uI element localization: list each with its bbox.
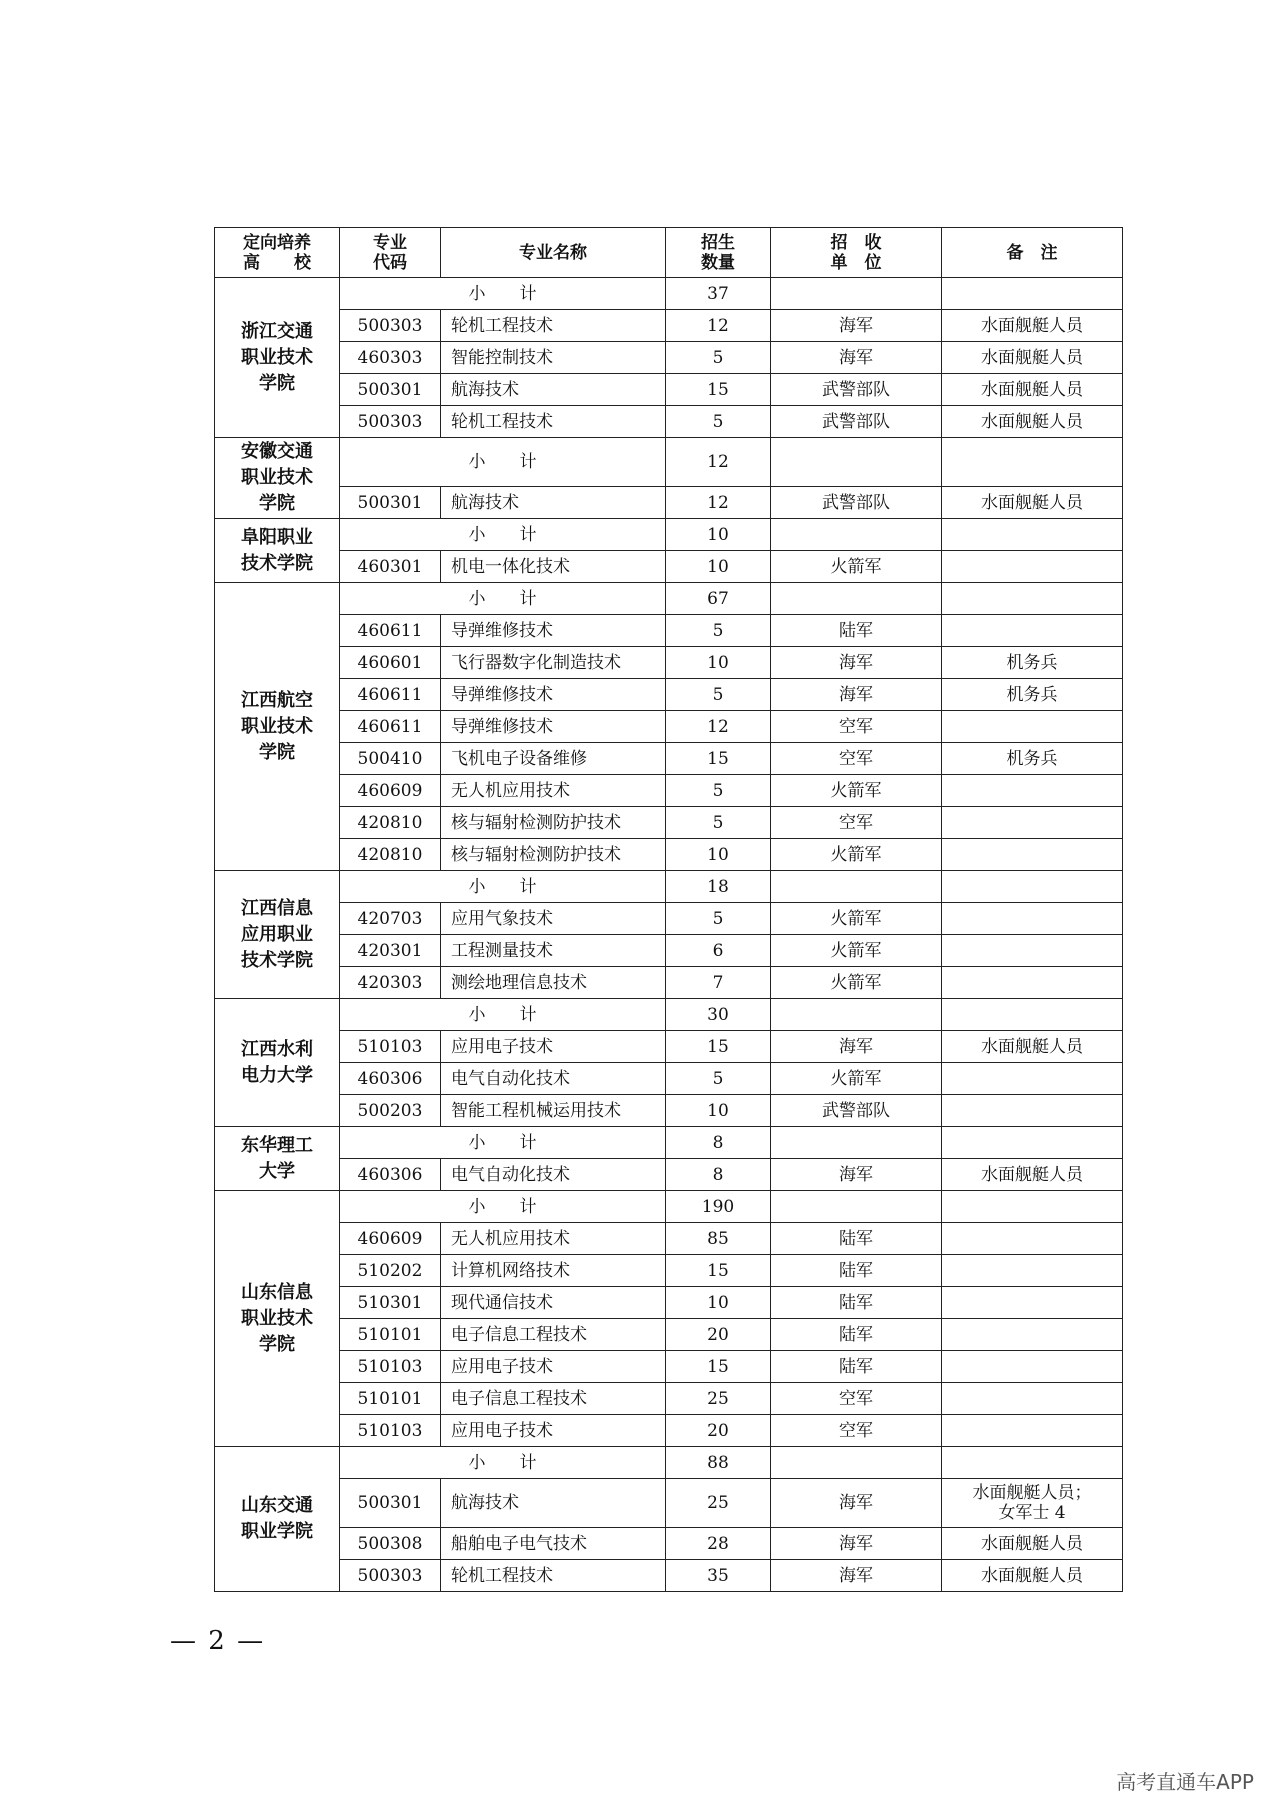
enroll-count: 5 [666,679,771,711]
major-name: 导弹维修技术 [441,679,666,711]
major-name: 轮机工程技术 [441,1560,666,1592]
major-name: 智能控制技术 [441,342,666,374]
remark [942,551,1123,583]
table-row [215,1223,1123,1255]
school-name-line: 应用职业 [241,923,313,945]
enroll-count: 12 [666,711,771,743]
column-header [340,228,441,278]
subtotal-label: 小 计 [340,999,666,1031]
major-code: 420303 [340,967,441,999]
empty-cell [771,519,942,551]
major-name: 电子信息工程技术 [441,1383,666,1415]
remark: 机务兵 [942,743,1123,775]
major-name: 飞机电子设备维修 [441,743,666,775]
major-code: 510202 [340,1255,441,1287]
table-row [215,1095,1123,1127]
empty-cell [771,1447,942,1479]
school-name-cell [215,278,340,438]
column-header-line: 专业名称 [519,242,587,263]
recruit-unit: 火箭军 [771,775,942,807]
recruit-unit: 空军 [771,807,942,839]
table-row [215,1560,1123,1592]
recruit-unit: 海军 [771,679,942,711]
recruit-unit: 陆军 [771,1223,942,1255]
column-header-line: 招 收 [830,232,882,253]
table-row [215,711,1123,743]
subtotal-count: 190 [666,1191,771,1223]
major-name: 应用电子技术 [441,1415,666,1447]
enroll-count: 12 [666,487,771,519]
remark [942,807,1123,839]
table-row [215,1031,1123,1063]
column-header [215,228,340,278]
enroll-count: 5 [666,342,771,374]
table-row [215,1287,1123,1319]
subtotal-label: 小 计 [340,278,666,310]
remark: 机务兵 [942,679,1123,711]
table-row [215,406,1123,438]
enroll-count: 15 [666,743,771,775]
table-row [215,342,1123,374]
major-code: 420301 [340,935,441,967]
recruit-unit: 海军 [771,1159,942,1191]
recruit-unit: 陆军 [771,1319,942,1351]
enroll-count: 35 [666,1560,771,1592]
column-header-line: 单 位 [830,252,882,273]
remark [942,1063,1123,1095]
table-row [215,551,1123,583]
recruit-unit: 空军 [771,711,942,743]
major-code: 420703 [340,903,441,935]
subtotal-row [215,1127,1123,1159]
remark [942,1095,1123,1127]
enroll-count: 20 [666,1415,771,1447]
subtotal-label: 小 计 [340,1447,666,1479]
school-name-line: 职业技术 [241,1307,313,1329]
table-row [215,679,1123,711]
major-name: 现代通信技术 [441,1287,666,1319]
major-code: 500301 [340,1479,441,1528]
subtotal-label: 小 计 [340,583,666,615]
school-name-line: 江西航空 [241,689,313,711]
major-name: 核与辐射检测防护技术 [441,807,666,839]
major-code: 500303 [340,406,441,438]
major-code: 510103 [340,1415,441,1447]
school-name-cell [215,1191,340,1447]
major-code: 420810 [340,839,441,871]
major-name: 工程测量技术 [441,935,666,967]
recruit-unit: 火箭军 [771,1063,942,1095]
table-row [215,1319,1123,1351]
enroll-count: 10 [666,647,771,679]
enroll-count: 5 [666,1063,771,1095]
major-name: 无人机应用技术 [441,1223,666,1255]
major-code: 510101 [340,1319,441,1351]
recruit-unit: 火箭军 [771,967,942,999]
subtotal-count: 88 [666,1447,771,1479]
major-name: 飞行器数字化制造技术 [441,647,666,679]
major-name: 智能工程机械运用技术 [441,1095,666,1127]
major-name: 电气自动化技术 [441,1063,666,1095]
recruit-unit: 武警部队 [771,406,942,438]
subtotal-row [215,438,1123,487]
enroll-count: 28 [666,1528,771,1560]
school-name-line: 大学 [259,1160,295,1182]
major-name: 电子信息工程技术 [441,1319,666,1351]
empty-cell [771,278,942,310]
major-name: 船舶电子电气技术 [441,1528,666,1560]
recruit-unit: 火箭军 [771,935,942,967]
table-row [215,1528,1123,1560]
enroll-count: 5 [666,807,771,839]
column-header [666,228,771,278]
enroll-count: 5 [666,903,771,935]
school-name-line: 职业技术 [241,467,313,488]
recruit-unit: 海军 [771,647,942,679]
major-code: 460611 [340,679,441,711]
major-name: 轮机工程技术 [441,406,666,438]
empty-cell [771,438,942,487]
empty-cell [942,438,1123,487]
school-name-line: 技术学院 [241,949,313,971]
subtotal-label: 小 计 [340,1191,666,1223]
subtotal-row [215,278,1123,310]
major-code: 500301 [340,374,441,406]
recruit-unit: 海军 [771,1031,942,1063]
major-name: 电气自动化技术 [441,1159,666,1191]
major-name: 核与辐射检测防护技术 [441,839,666,871]
table-row [215,903,1123,935]
major-name: 航海技术 [441,487,666,519]
school-name-cell [215,438,340,519]
subtotal-row [215,519,1123,551]
empty-cell [942,519,1123,551]
major-code: 500303 [340,1560,441,1592]
enrollment-table [214,227,1123,1592]
empty-cell [771,583,942,615]
recruit-unit: 火箭军 [771,551,942,583]
remark [942,935,1123,967]
remark [942,1223,1123,1255]
empty-cell [771,999,942,1031]
school-name-line: 江西信息 [241,897,313,919]
column-header [441,228,666,278]
table-row [215,1063,1123,1095]
school-name-line: 职业技术 [241,346,313,368]
major-name: 测绘地理信息技术 [441,967,666,999]
subtotal-count: 30 [666,999,771,1031]
remark: 水面舰艇人员 [942,406,1123,438]
school-name-cell [215,1447,340,1592]
remark: 水面舰艇人员 [942,1159,1123,1191]
major-code: 510103 [340,1351,441,1383]
table-header [215,228,1123,278]
remark [942,839,1123,871]
school-name-line: 技术学院 [241,552,313,574]
subtotal-label: 小 计 [340,871,666,903]
table-row [215,1415,1123,1447]
enroll-count: 15 [666,374,771,406]
table-row [215,1383,1123,1415]
empty-cell [942,1447,1123,1479]
enroll-count: 8 [666,1159,771,1191]
table-row [215,647,1123,679]
remark: 水面舰艇人员 [942,1528,1123,1560]
school-name-line: 学院 [259,741,295,763]
subtotal-label: 小 计 [340,438,666,487]
page-number: — 2 — [170,1626,266,1656]
school-name-line: 职业学院 [241,1521,313,1542]
remark [942,967,1123,999]
remark: 水面舰艇人员 [942,1031,1123,1063]
school-name-line: 学院 [259,1333,295,1355]
table-row [215,807,1123,839]
table-row [215,1351,1123,1383]
major-name: 导弹维修技术 [441,615,666,647]
enroll-count: 25 [666,1383,771,1415]
subtotal-label: 小 计 [340,1127,666,1159]
empty-cell [771,871,942,903]
remark: 水面舰艇人员； 女军士 4 [942,1479,1123,1528]
subtotal-count: 37 [666,278,771,310]
table-row [215,839,1123,871]
column-header-line: 代码 [373,252,407,273]
remark [942,1383,1123,1415]
column-header [942,228,1123,278]
empty-cell [942,1127,1123,1159]
major-name: 机电一体化技术 [441,551,666,583]
table-row [215,1255,1123,1287]
major-code: 500301 [340,487,441,519]
column-header-line: 高 校 [243,252,311,273]
enroll-count: 10 [666,551,771,583]
major-name: 导弹维修技术 [441,711,666,743]
enroll-count: 85 [666,1223,771,1255]
table-row [215,743,1123,775]
empty-cell [942,583,1123,615]
table-row [215,374,1123,406]
major-code: 510103 [340,1031,441,1063]
major-code: 460301 [340,551,441,583]
remark: 水面舰艇人员 [942,487,1123,519]
school-name-line: 东华理工 [241,1134,313,1156]
major-name: 应用电子技术 [441,1031,666,1063]
major-code: 500308 [340,1528,441,1560]
enroll-count: 10 [666,1095,771,1127]
major-code: 460601 [340,647,441,679]
empty-cell [771,1191,942,1223]
remark [942,1415,1123,1447]
subtotal-count: 10 [666,519,771,551]
enroll-count: 7 [666,967,771,999]
enroll-count: 5 [666,406,771,438]
major-code: 510301 [340,1287,441,1319]
school-name-line: 阜阳职业 [241,526,313,548]
major-name: 应用气象技术 [441,903,666,935]
major-code: 460306 [340,1159,441,1191]
major-name: 航海技术 [441,374,666,406]
recruit-unit: 海军 [771,310,942,342]
remark [942,1255,1123,1287]
empty-cell [771,1127,942,1159]
recruit-unit: 空军 [771,743,942,775]
enroll-count: 5 [666,775,771,807]
major-code: 500410 [340,743,441,775]
enroll-count: 25 [666,1479,771,1528]
major-code: 510101 [340,1383,441,1415]
major-code: 420810 [340,807,441,839]
table-row [215,967,1123,999]
empty-cell [942,871,1123,903]
recruit-unit: 武警部队 [771,1095,942,1127]
remark: 水面舰艇人员 [942,310,1123,342]
enroll-count: 20 [666,1319,771,1351]
subtotal-count: 8 [666,1127,771,1159]
school-name-line: 学院 [259,493,295,514]
table-row [215,935,1123,967]
major-name: 应用电子技术 [441,1351,666,1383]
recruit-unit: 空军 [771,1383,942,1415]
major-name: 计算机网络技术 [441,1255,666,1287]
remark: 水面舰艇人员 [942,1560,1123,1592]
school-name-line: 职业技术 [241,715,313,737]
empty-cell [942,278,1123,310]
table-row [215,310,1123,342]
school-name-line: 山东信息 [241,1281,313,1303]
table-row [215,775,1123,807]
recruit-unit: 陆军 [771,1351,942,1383]
table-row [215,615,1123,647]
column-header-line: 数量 [701,252,735,273]
major-name: 轮机工程技术 [441,310,666,342]
major-code: 500303 [340,310,441,342]
enroll-count: 10 [666,839,771,871]
school-name-line: 安徽交通 [241,441,313,462]
subtotal-row [215,999,1123,1031]
table-row [215,487,1123,519]
remark [942,903,1123,935]
table-row [215,1159,1123,1191]
school-name-line: 浙江交通 [241,320,313,342]
recruit-unit: 陆军 [771,1255,942,1287]
column-header-line: 定向培养 [243,232,311,253]
column-header [771,228,942,278]
enroll-count: 15 [666,1255,771,1287]
enroll-count: 15 [666,1031,771,1063]
remark [942,711,1123,743]
recruit-unit: 武警部队 [771,487,942,519]
subtotal-row [215,871,1123,903]
recruit-unit: 海军 [771,342,942,374]
table-row [215,1479,1123,1528]
major-name: 无人机应用技术 [441,775,666,807]
school-name-cell [215,999,340,1127]
major-name: 航海技术 [441,1479,666,1528]
school-name-cell [215,519,340,583]
major-code: 460611 [340,615,441,647]
subtotal-row [215,1191,1123,1223]
enroll-count: 5 [666,615,771,647]
major-code: 460609 [340,775,441,807]
recruit-unit: 海军 [771,1560,942,1592]
school-name-cell [215,871,340,999]
remark [942,1287,1123,1319]
recruit-unit: 陆军 [771,1287,942,1319]
column-header-line: 专业 [373,232,407,253]
subtotal-count: 18 [666,871,771,903]
recruit-unit: 火箭军 [771,903,942,935]
remark: 水面舰艇人员 [942,342,1123,374]
subtotal-count: 12 [666,438,771,487]
empty-cell [942,1191,1123,1223]
recruit-unit: 空军 [771,1415,942,1447]
remark [942,1319,1123,1351]
major-code: 460303 [340,342,441,374]
recruit-unit: 海军 [771,1479,942,1528]
school-name-line: 江西水利 [241,1038,313,1060]
major-code: 460611 [340,711,441,743]
remark: 水面舰艇人员 [942,374,1123,406]
school-name-line: 山东交通 [241,1495,313,1516]
enroll-count: 10 [666,1287,771,1319]
recruit-unit: 火箭军 [771,839,942,871]
school-name-cell [215,583,340,871]
recruit-unit: 海军 [771,1528,942,1560]
enroll-count: 6 [666,935,771,967]
remark [942,1351,1123,1383]
school-name-cell [215,1127,340,1191]
school-name-line: 学院 [259,372,295,394]
remark [942,775,1123,807]
enroll-count: 15 [666,1351,771,1383]
major-code: 460306 [340,1063,441,1095]
table-body [215,278,1123,1592]
column-header-line: 招生 [701,232,735,253]
major-code: 460609 [340,1223,441,1255]
remark [942,615,1123,647]
subtotal-label: 小 计 [340,519,666,551]
empty-cell [942,999,1123,1031]
subtotal-row [215,1447,1123,1479]
enroll-count: 12 [666,310,771,342]
major-code: 500203 [340,1095,441,1127]
subtotal-row [215,583,1123,615]
watermark-text: 高考直通车APP [1116,1770,1254,1794]
recruit-unit: 武警部队 [771,374,942,406]
remark: 机务兵 [942,647,1123,679]
subtotal-count: 67 [666,583,771,615]
school-name-line: 电力大学 [241,1064,313,1086]
column-header-line: 备 注 [1006,242,1058,263]
recruit-unit: 陆军 [771,615,942,647]
